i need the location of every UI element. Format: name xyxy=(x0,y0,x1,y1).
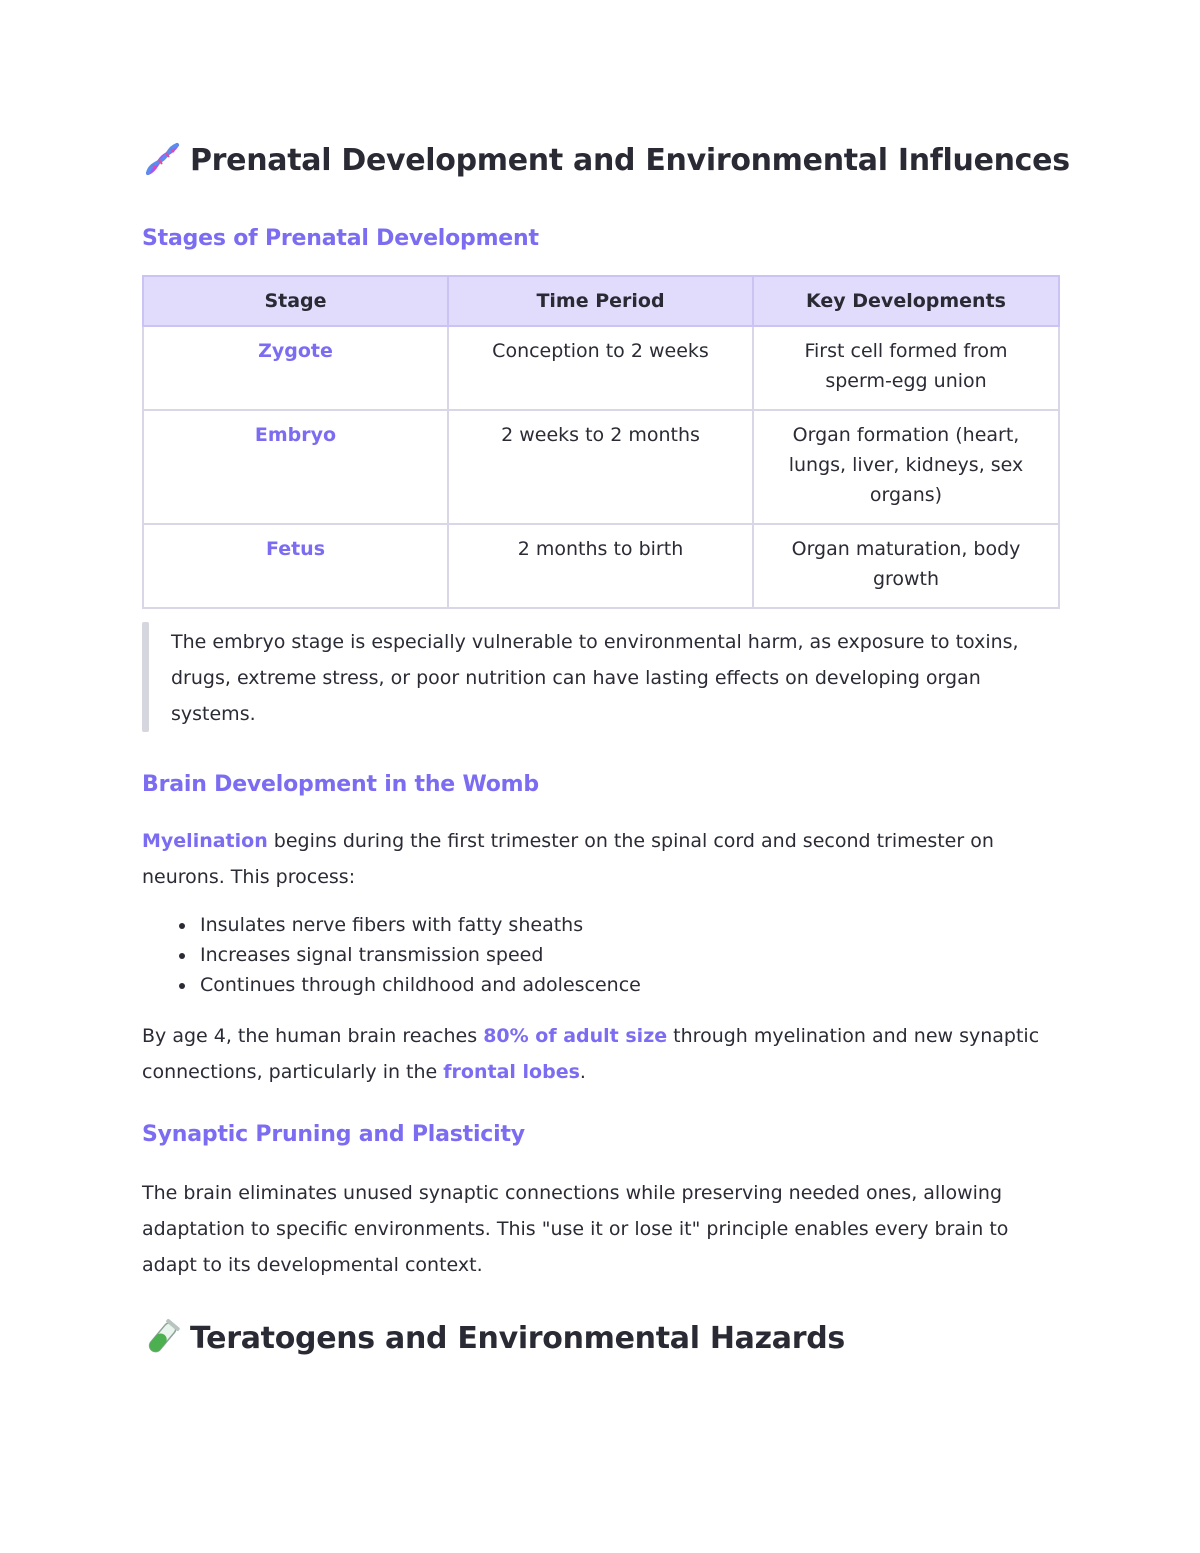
brain-size-text-2: through myelination and new synaptic connections, particularly in the xyxy=(142,1025,1040,1083)
stages-table xyxy=(142,275,1060,609)
column-header-key-developments: Key Developments xyxy=(753,276,1059,326)
bullet-icon xyxy=(179,983,185,989)
adult-size-highlight: 80% of adult size xyxy=(483,1025,668,1047)
developments-cell: Organ maturation, body growth xyxy=(753,524,1059,608)
developments-cell: First cell formed from sperm-egg union xyxy=(753,326,1059,410)
stage-cell: Embryo xyxy=(143,410,448,524)
dna-icon xyxy=(142,140,182,180)
bullet-icon xyxy=(179,923,185,929)
blockquote-bar xyxy=(142,622,149,732)
brain-heading: Brain Development in the Womb xyxy=(142,772,539,797)
table-header-row xyxy=(143,276,1059,326)
stage-cell: Fetus xyxy=(143,524,448,608)
brain-size-paragraph xyxy=(142,1018,1058,1090)
section-title-teratogens xyxy=(142,1318,845,1358)
myelination-term: Myelination xyxy=(142,830,268,852)
column-header-stage: Stage xyxy=(143,276,448,326)
section-title-text: Teratogens and Environmental Hazards xyxy=(190,1320,845,1356)
table-row xyxy=(143,524,1059,608)
pruning-paragraph: The brain eliminates unused synaptic connections while preserving needed ones, allowing adaptation to specific environments. This "use it or lose it" principle enables every brain to adapt to its developmental context. xyxy=(142,1182,1009,1276)
blockquote-text: The embryo stage is especially vulnerable to environmental harm, as exposure to toxins, drugs, extreme stress, or poor nutrition can have lasting effects on developing organ systems. xyxy=(171,631,1019,725)
frontal-lobes-highlight: frontal lobes xyxy=(443,1061,580,1083)
test-tube-icon xyxy=(142,1318,182,1358)
section-title-prenatal xyxy=(142,140,1070,180)
pruning-heading: Synaptic Pruning and Plasticity xyxy=(142,1122,525,1147)
section-title-text: Prenatal Development and Environmental Influences xyxy=(190,142,1070,178)
period-cell: 2 months to birth xyxy=(448,524,753,608)
table-row xyxy=(143,326,1059,410)
myelination-bullet-list xyxy=(142,910,1058,1000)
list-item xyxy=(142,940,1058,970)
myelination-paragraph xyxy=(142,823,1058,895)
brain-size-text-1: By age 4, the human brain reaches xyxy=(142,1025,484,1047)
period-cell: 2 weeks to 2 months xyxy=(448,410,753,524)
myelination-text: begins during the first trimester on the spinal cord and second trimester on neurons. This process: xyxy=(142,830,994,888)
developments-cell: Organ formation (heart, lungs, liver, kidneys, sex organs) xyxy=(753,410,1059,524)
stages-heading: Stages of Prenatal Development xyxy=(142,226,539,251)
list-item-text: Continues through childhood and adolescence xyxy=(200,974,641,996)
brain-size-text-3: . xyxy=(579,1061,586,1083)
bullet-icon xyxy=(179,953,185,959)
embryo-note-blockquote xyxy=(142,622,1058,732)
list-item xyxy=(142,970,1058,1000)
period-cell: Conception to 2 weeks xyxy=(448,326,753,410)
table-row xyxy=(143,410,1059,524)
column-header-time-period: Time Period xyxy=(448,276,753,326)
stage-cell: Zygote xyxy=(143,326,448,410)
list-item xyxy=(142,910,1058,940)
list-item-text: Increases signal transmission speed xyxy=(200,944,544,966)
list-item-text: Insulates nerve fibers with fatty sheaths xyxy=(200,914,584,936)
